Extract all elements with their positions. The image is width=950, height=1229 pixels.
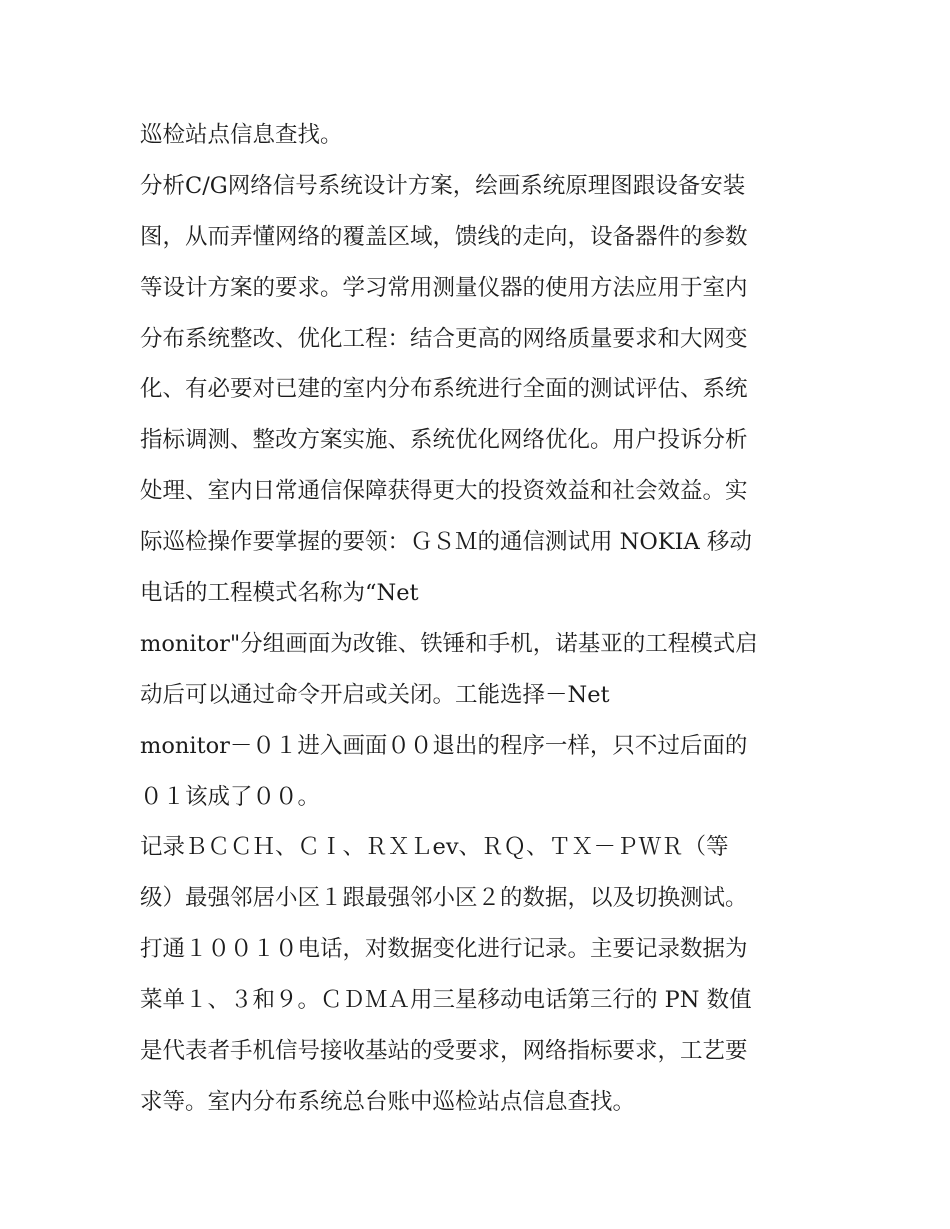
text-line-19: 是代表者手机信号接收基站的受要求，网络指标要求，工艺要 bbox=[140, 1038, 748, 1065]
text-line-4: 等设计方案的要求。学习常用测量仪器的使用方法应用于室内 bbox=[140, 274, 748, 301]
text-line-13: monitor－０１进入画面００退出的程序一样，只不过后面的 bbox=[140, 732, 748, 759]
text-line-20: 求等。室内分布系统总台账中巡检站点信息查找。 bbox=[140, 1088, 636, 1115]
text-line-17: 打通１００１０电话，对数据变化进行记录。主要记录数据为 bbox=[140, 936, 748, 963]
text-line-15: 记录ＢＣＣＨ、ＣＩ、ＲＸＬev、ＲＱ、ＴＸ－ＰＷＲ（等 bbox=[140, 834, 729, 861]
text-line-9: 际巡检操作要掌握的要领：ＧＳＭ的通信测试用 NOKIA 移动 bbox=[140, 529, 752, 556]
body-text bbox=[140, 110, 820, 1128]
text-line-1: 巡检站点信息查找。 bbox=[140, 122, 343, 148]
text-line-12: 动后可以通过命令开启或关闭。工能选择－Net bbox=[140, 681, 610, 708]
text-line-2: 分析C/G网络信号系统设计方案，绘画系统原理图跟设备安装 bbox=[140, 172, 746, 199]
text-line-16: 级）最强邻居小区１跟最强邻小区２的数据，以及切换测试。 bbox=[140, 885, 748, 912]
text-line-10: 电话的工程模式名称为“Net bbox=[140, 580, 419, 607]
text-line-11: monitor"分组画面为改锥、铁锤和手机，诺基亚的工程模式启 bbox=[140, 630, 758, 657]
text-line-8: 处理、室内日常通信保障获得更大的投资效益和社会效益。实 bbox=[140, 478, 748, 505]
text-line-5: 分布系统整改、优化工程：结合更高的网络质量要求和大网变 bbox=[140, 325, 748, 352]
text-line-14: ０１该成了００。 bbox=[140, 783, 321, 810]
text-line-18: 菜单１、３和９。ＣＤＭＡ用三星移动电话第三行的 PN 数值 bbox=[140, 987, 752, 1014]
text-line-6: 化、有必要对已建的室内分布系统进行全面的测试评估、系统 bbox=[140, 376, 748, 403]
text-line-3: 图，从而弄懂网络的覆盖区域，馈线的走向，设备器件的参数 bbox=[140, 223, 748, 250]
text-line-7: 指标调测、整改方案实施、系统优化网络优化。用户投诉分析 bbox=[140, 427, 748, 454]
